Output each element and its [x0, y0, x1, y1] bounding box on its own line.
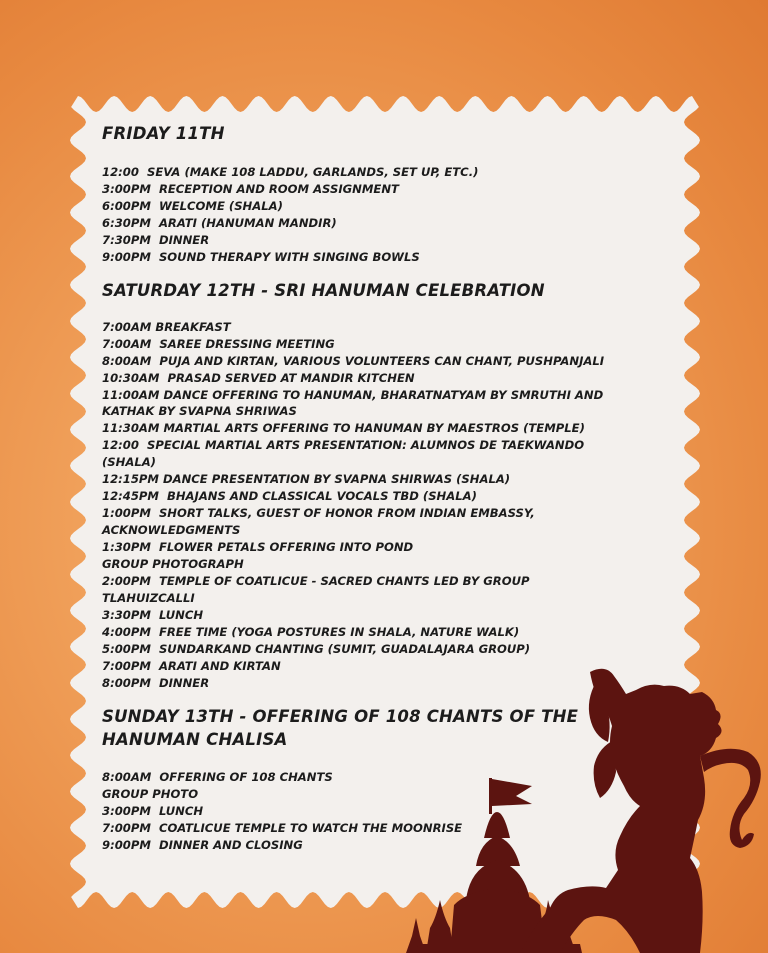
- event-item: 7:30PM DINNER: [102, 232, 210, 247]
- event-item: GROUP PHOTO: [102, 786, 199, 801]
- event-item: 2:00PM TEMPLE OF COATLICUE - SACRED CHANTS LED BY GROUP TLAHUIZCALLI: [102, 574, 534, 605]
- event-item: 3:30PM LUNCH: [102, 607, 204, 622]
- event-item: 7:00AM BREAKFAST: [102, 319, 231, 334]
- event-item: 11:30AM MARTIAL ARTS OFFERING TO HANUMAN BY MAESTROS (TEMPLE): [102, 421, 585, 436]
- event-item: 1:00PM SHORT TALKS, GUEST OF HONOR FROM INDIAN EMBASSY, ACKNOWLEDGMENTS: [102, 506, 539, 538]
- event-item: 12:00 SEVA (MAKE 108 LADDU, GARLANDS, SET UP, ETC.): [102, 165, 479, 179]
- event-item: 1:30PM FLOWER PETALS OFFERING INTO POND: [102, 540, 414, 555]
- event-item: 6:30PM ARATI (HANUMAN MANDIR): [102, 215, 337, 230]
- event-item: 7:00AM SAREE DRESSING MEETING: [102, 336, 335, 351]
- event-item: 9:00PM DINNER AND CLOSING: [102, 837, 303, 852]
- event-item: 12:00 SPECIAL MARTIAL ARTS PRESENTATION: ALUMNOS DE TAEKWANDO (SHALA): [102, 438, 589, 470]
- event-item: 7:00PM ARATI AND KIRTAN: [102, 658, 281, 673]
- event-item: GROUP PHOTOGRAPH: [102, 557, 244, 572]
- event-item: 11:00AM DANCE OFFERING TO HANUMAN, BHARATNATYAM BY SMRUTHI AND KATHAK BY SVAPNA SHRIWAS: [102, 387, 608, 419]
- hanuman-figure-icon: [520, 669, 761, 953]
- sunday-heading: SUNDAY 13TH - OFFERING OF 108 CHANTS OF THE HANUMAN CHALISA: [102, 706, 579, 749]
- friday-heading: FRIDAY 11TH: [102, 124, 225, 143]
- event-item: 3:00PM LUNCH: [102, 803, 204, 818]
- event-item: 9:00PM SOUND THERAPY WITH SINGING BOWLS: [102, 249, 420, 264]
- event-item: 8:00AM OFFERING OF 108 CHANTS: [102, 769, 333, 784]
- event-item: 3:00PM RECEPTION AND ROOM ASSIGNMENT: [102, 181, 399, 196]
- event-item: 7:00PM COATLICUE TEMPLE TO WATCH THE MOONRISE: [102, 820, 463, 835]
- event-item: 10:30AM PRASAD SERVED AT MANDIR KITCHEN: [102, 370, 415, 385]
- event-item: 8:00PM DINNER: [102, 675, 210, 690]
- event-item: 6:00PM WELCOME (SHALA): [102, 198, 283, 213]
- event-item: 5:00PM SUNDARKAND CHANTING (SUMIT, GUADALAJARA GROUP): [102, 641, 531, 656]
- event-item: 12:45PM BHAJANS AND CLASSICAL VOCALS TBD (SHALA): [102, 489, 477, 504]
- event-item: 12:15PM DANCE PRESENTATION BY SVAPNA SHIRWAS (SHALA): [102, 472, 511, 487]
- event-item: 4:00PM FREE TIME (YOGA POSTURES IN SHALA, NATURE WALK): [102, 624, 520, 639]
- saturday-heading: SATURDAY 12TH - SRI HANUMAN CELEBRATION: [102, 280, 545, 300]
- event-item: 8:00AM PUJA AND KIRTAN, VARIOUS VOLUNTEERS CAN CHANT, PUSHPANJALI: [102, 353, 605, 368]
